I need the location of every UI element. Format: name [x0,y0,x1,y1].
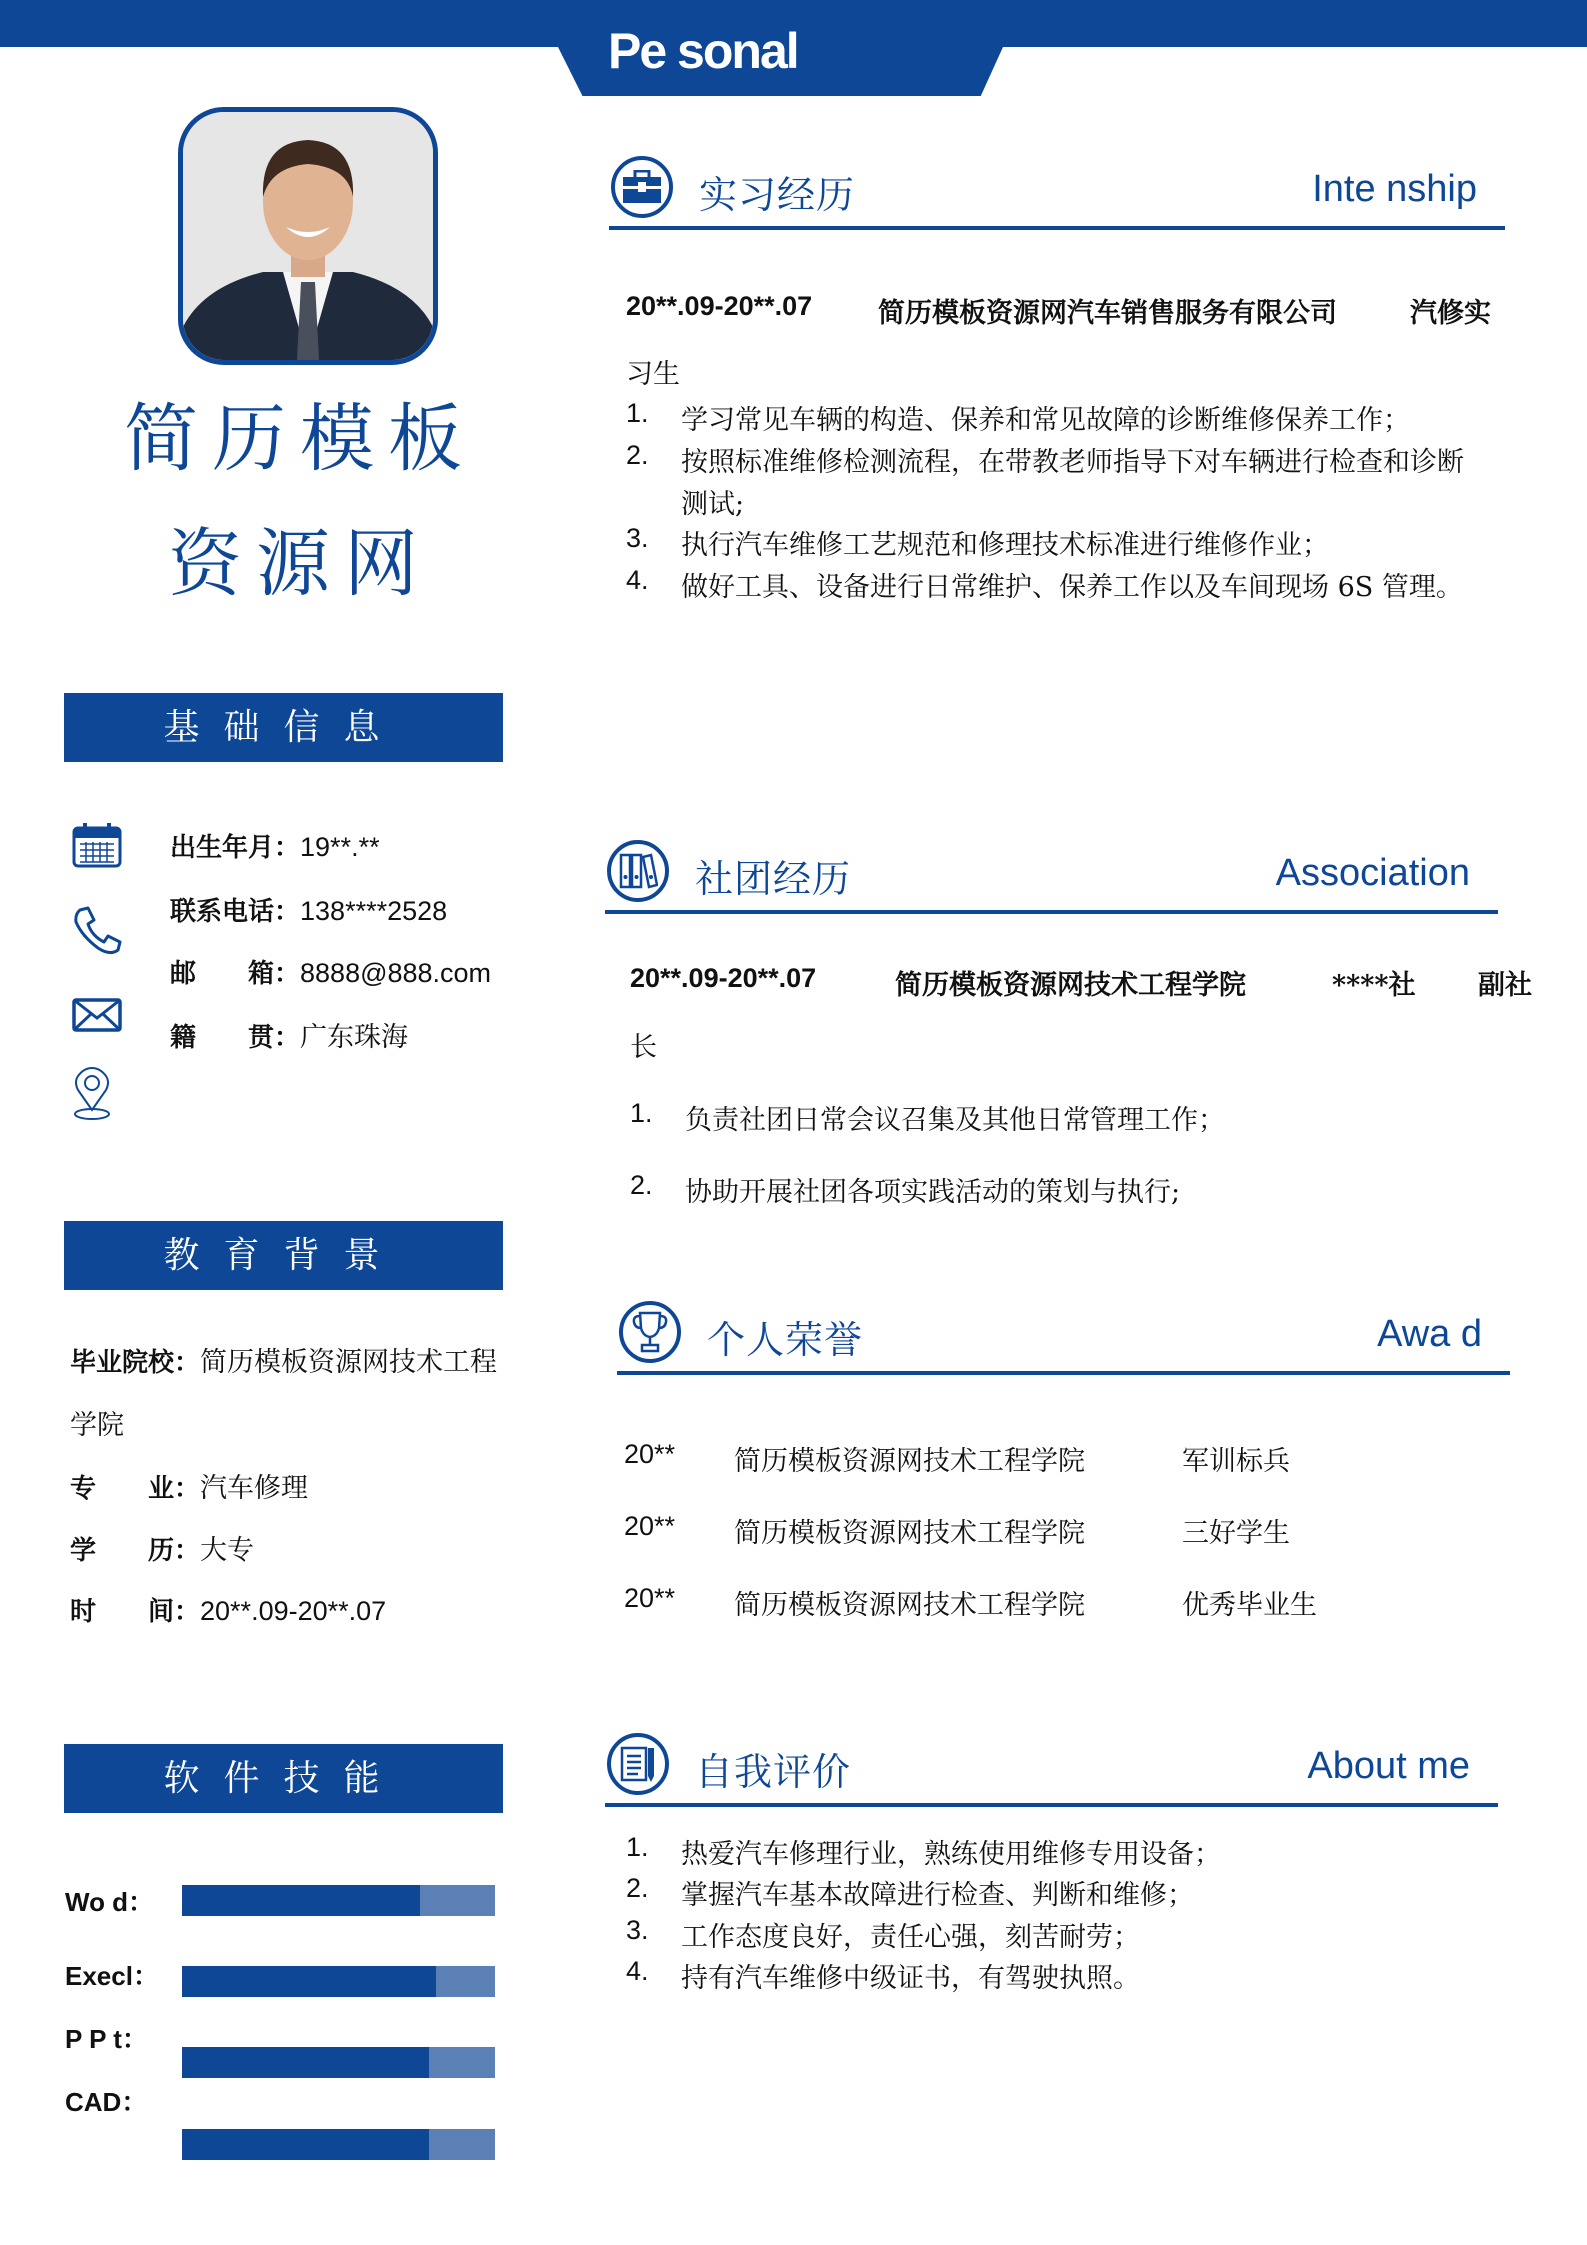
item-number: 3. [626,1915,649,1945]
internship-role: 汽修实 [1410,298,1491,329]
item-number: 1. [626,1832,649,1862]
item-text: 掌握汽车基本故障进行检查、判断和维修； [681,1880,1194,1911]
phone-icon [72,906,128,962]
award-org-2: 简历模板资源网技术工程学院 [734,1518,1085,1549]
hometown-label: 籍 贯： [170,1023,301,1053]
item-text: 做好工具、设备进行日常维护、保养工作以及车间现场 6S 管理。 [681,572,1463,603]
degree-label: 学 历： [70,1536,201,1566]
internship-title-cn: 实习经历 [699,173,856,217]
award-org-1: 简历模板资源网技术工程学院 [734,1446,1085,1477]
awards-header [617,1295,1510,1375]
school-row [70,1340,497,1379]
association-header [605,834,1498,914]
school-value: 简历模板资源网技术工程 [200,1347,498,1378]
skills-heading: 软件技能 [64,1744,503,1813]
hometown-row [170,1015,408,1054]
item-text: 按照标准维修检测流程，在带教老师指导下对车辆进行检查和诊断 [681,447,1464,478]
association-role-cont: 长 [630,1032,657,1063]
trophy-icon [619,1301,681,1363]
skill-bar-fill [182,1885,420,1916]
period-row [70,1591,386,1628]
school-value-cont: 学院 [70,1410,124,1441]
about-title-cn: 自我评价 [695,1750,852,1794]
item-number: 2. [626,440,649,470]
mail-icon [72,998,128,1054]
briefcase-icon [611,156,673,218]
item-number: 4. [626,565,649,595]
item-number: 2. [626,1873,649,1903]
major-row [70,1466,308,1505]
internship-company: 简历模板资源网汽车销售服务有限公司 [878,298,1337,329]
degree-row [70,1528,254,1567]
hometown-value: 广东珠海 [300,1022,409,1053]
birth-row [170,827,380,864]
degree-value: 大专 [200,1535,255,1566]
item-text: 测试; [681,489,745,520]
award-year-1: 20** [624,1439,676,1469]
email-row [170,953,491,990]
education-heading: 教育背景 [64,1221,503,1290]
internship-title-en: Inte nship [1312,168,1477,210]
skill-bar-cad [182,2129,495,2160]
internship-header [609,150,1505,230]
document-pen-icon [607,1733,669,1795]
item-number: 3. [626,523,649,553]
title-tab-label: Pe sonal [608,23,798,79]
email-label: 邮 箱： [170,959,301,989]
item-number: 4. [626,1956,649,1986]
association-title-en: Association [1275,852,1470,894]
location-icon [72,1066,128,1122]
awards-title-en: Awa d [1377,1313,1482,1355]
award-name-3: 优秀毕业生 [1182,1590,1317,1621]
award-name-1: 军训标兵 [1182,1446,1290,1477]
phone-value: 138****2528 [300,896,448,926]
item-text: 学习常见车辆的构造、保养和常见故障的诊断维修保养工作； [681,405,1410,436]
item-text: 持有汽车维修中级证书，有驾驶执照。 [681,1963,1140,1994]
skill-bar-fill [182,2047,429,2078]
association-title-cn: 社团经历 [695,857,852,901]
birth-value: 19**.** [300,832,380,862]
period-value: 20**.09-20**.07 [200,1596,387,1626]
name-line-2: 资源网 [168,521,432,607]
birth-label: 出生年月： [170,833,301,863]
item-text: 执行汽车维修工艺规范和修理技术标准进行维修作业； [681,530,1329,561]
major-value: 汽车修理 [200,1473,309,1504]
item-text: 负责社团日常会议召集及其他日常管理工作； [685,1105,1225,1136]
profile-photo [178,107,438,365]
binders-icon [607,840,669,902]
item-text: 工作态度良好，责任心强，刻苦耐劳； [681,1922,1140,1953]
major-label: 专 业： [70,1474,201,1504]
skill-label-cad: CAD： [65,2087,148,2117]
item-number: 1. [630,1098,653,1128]
skill-label-word: Wo d： [65,1887,155,1917]
period-label: 时 间： [70,1597,201,1627]
about-header [605,1727,1498,1807]
school-label: 毕业院校： [70,1348,201,1378]
calendar-icon [72,822,128,878]
skill-bar-excel [182,1966,495,1997]
skill-bar-fill [182,2129,429,2160]
skill-bar-ppt [182,2047,495,2078]
item-number: 1. [626,398,649,428]
phone-row [170,891,447,928]
basic-info-heading: 基础信息 [64,693,503,762]
association-club: ****社 [1332,970,1416,1001]
phone-label: 联系电话： [170,897,301,927]
association-date: 20**.09-20**.07 [630,963,817,993]
award-name-2: 三好学生 [1182,1518,1290,1549]
award-year-2: 20** [624,1511,676,1541]
award-year-3: 20** [624,1583,676,1613]
skill-label-ppt: P P t： [65,2024,148,2054]
item-text: 热爱汽车修理行业，熟练使用维修专用设备； [681,1839,1221,1870]
item-text: 协助开展社团各项实践活动的策划与执行; [685,1177,1181,1208]
item-number: 2. [630,1170,653,1200]
award-org-3: 简历模板资源网技术工程学院 [734,1590,1085,1621]
person-portrait-icon [183,112,433,360]
association-role: 副社 [1478,970,1532,1001]
internship-date: 20**.09-20**.07 [626,291,813,321]
awards-title-cn: 个人荣誉 [707,1318,864,1362]
internship-role-cont: 习生 [626,359,680,390]
about-title-en: About me [1307,1745,1470,1787]
skill-bar-word [182,1885,495,1916]
association-org: 简历模板资源网技术工程学院 [895,970,1246,1001]
name-line-1: 简历模板 [124,396,476,482]
skill-label-excel: Execl： [65,1961,159,1991]
email-value[interactable]: 8888@888.com [300,958,492,988]
skill-bar-fill [182,1966,436,1997]
